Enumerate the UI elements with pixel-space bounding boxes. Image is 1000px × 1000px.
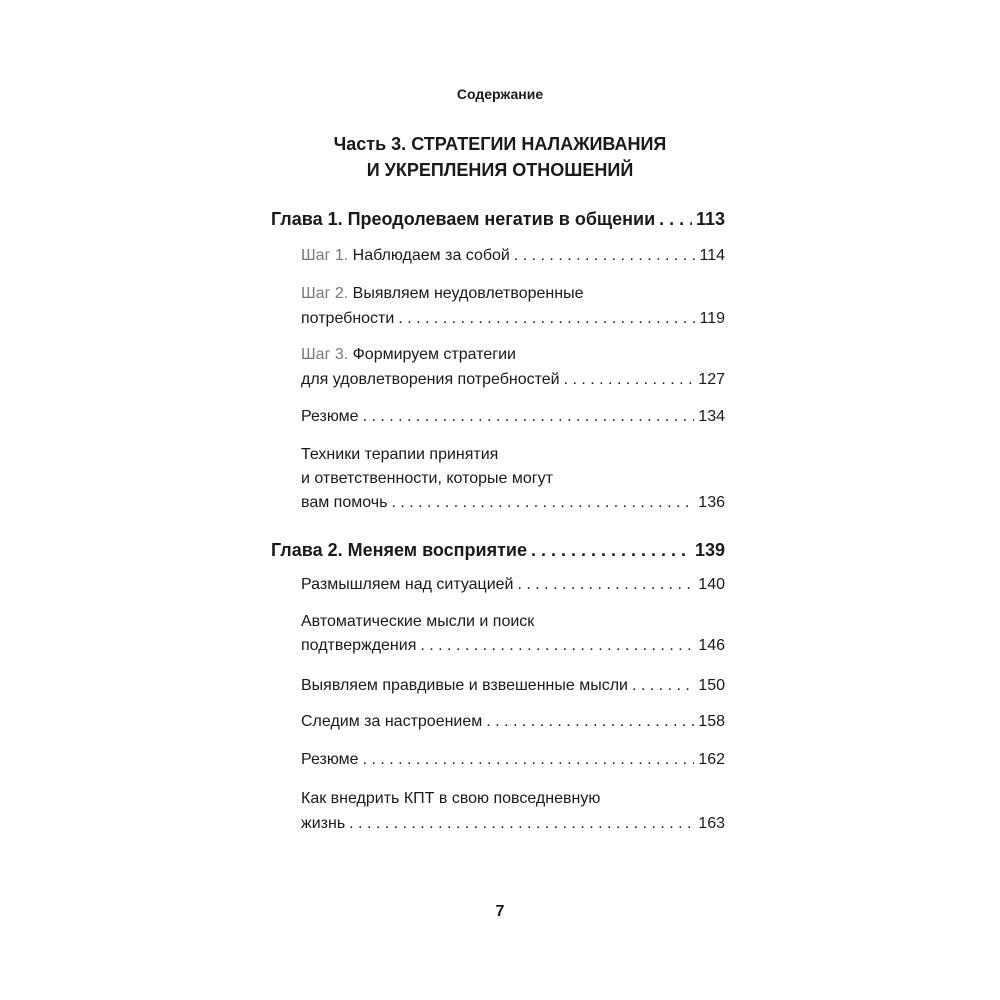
toc-entry-label — [301, 246, 510, 266]
toc-entry-auto-thoughts-line-1: Автоматические мысли и поиск — [301, 613, 535, 630]
toc-entry-step-3[interactable] — [301, 370, 725, 390]
toc-entry-mood[interactable] — [301, 712, 725, 732]
toc-entry-label: потребности — [301, 310, 395, 327]
toc-entry-page: 150 — [698, 677, 725, 694]
toc-entry-page: 162 — [698, 751, 725, 768]
toc-chapter-2-page: 139 — [694, 540, 725, 560]
toc-entry-page: 163 — [698, 815, 725, 832]
dot-leader — [632, 676, 694, 696]
toc-entry-cbt[interactable] — [301, 814, 725, 834]
step-text: Выявляем неудовлетворенные — [352, 285, 584, 302]
step-text: Формируем стратегии — [352, 346, 516, 363]
toc-entry-cbt-line-1: Как внедрить КПТ в свою повседневную — [301, 790, 601, 807]
dot-leader — [564, 370, 695, 390]
toc-entry-page: 146 — [698, 637, 725, 654]
toc-entry-label: Резюме — [301, 751, 359, 768]
toc-entry-page: 136 — [698, 494, 725, 511]
toc-entry-step-3-line-1 — [301, 345, 516, 365]
toc-entry-act-line-1: Техники терапии принятия — [301, 446, 499, 463]
toc-entry-label: жизнь — [301, 815, 346, 832]
toc-entry-page: 140 — [698, 576, 725, 593]
dot-leader — [486, 712, 694, 732]
toc-entry-label: вам помочь — [301, 494, 388, 511]
dot-leader — [363, 750, 695, 770]
toc-entry-page: 158 — [698, 713, 725, 730]
dot-leader — [391, 493, 694, 513]
dot-leader — [514, 246, 696, 266]
step-text: Наблюдаем за собой — [352, 247, 510, 264]
toc-entry-page: 119 — [699, 310, 725, 327]
step-prefix: Шаг 2. — [301, 285, 353, 302]
dot-leader — [420, 636, 694, 656]
toc-entry-page: 134 — [698, 408, 725, 425]
dot-leader — [659, 209, 692, 229]
toc-chapter-1-title: Глава 1. Преодолеваем негатив в общении — [271, 209, 656, 229]
toc-entry-reflect[interactable] — [301, 575, 725, 595]
toc-entry-act-line-2: и ответственности, которые могут — [301, 470, 553, 487]
toc-entry-summary-1[interactable] — [301, 407, 725, 427]
toc-entry-auto-thoughts[interactable] — [301, 636, 725, 656]
step-prefix: Шаг 3. — [301, 346, 353, 363]
running-head: Содержание — [456, 86, 544, 102]
dot-leader — [363, 407, 695, 427]
dot-leader — [518, 575, 695, 595]
dot-leader — [531, 540, 691, 560]
part-title-line-2: И УКРЕПЛЕНИЯ ОТНОШЕНИЙ — [366, 160, 634, 180]
toc-entry-step-1[interactable] — [301, 246, 725, 266]
toc-entry-label: для удовлетворения потребностей — [301, 371, 560, 388]
toc-entry-label: подтверждения — [301, 637, 417, 654]
dot-leader — [349, 814, 694, 834]
toc-entry-page: 127 — [698, 371, 725, 388]
toc-chapter-2[interactable] — [271, 540, 725, 560]
toc-entry-label: Выявляем правдивые и взвешенные мысли — [301, 677, 628, 694]
toc-entry-label: Следим за настроением — [301, 713, 483, 730]
toc-chapter-1[interactable] — [271, 209, 725, 229]
toc-chapter-2-title: Глава 2. Меняем восприятие — [271, 540, 527, 560]
toc-entry-balanced-thoughts[interactable] — [301, 676, 725, 696]
part-title-line-1: Часть 3. СТРАТЕГИИ НАЛАЖИВАНИЯ — [333, 134, 667, 154]
part-title — [0, 131, 1000, 183]
toc-entry-step-2-line-1 — [301, 284, 583, 304]
dot-leader — [398, 309, 695, 329]
toc-entry-summary-2[interactable] — [301, 750, 725, 770]
toc-entry-step-2[interactable] — [301, 309, 725, 329]
toc-entry-act[interactable] — [301, 493, 725, 513]
toc-entry-label: Размышляем над ситуацией — [301, 576, 514, 593]
step-prefix: Шаг 1. — [301, 247, 353, 264]
toc-chapter-1-page: 113 — [695, 209, 725, 229]
toc-entry-label: Резюме — [301, 408, 359, 425]
toc-entry-page: 114 — [699, 247, 725, 264]
page-number: 7 — [495, 903, 505, 920]
